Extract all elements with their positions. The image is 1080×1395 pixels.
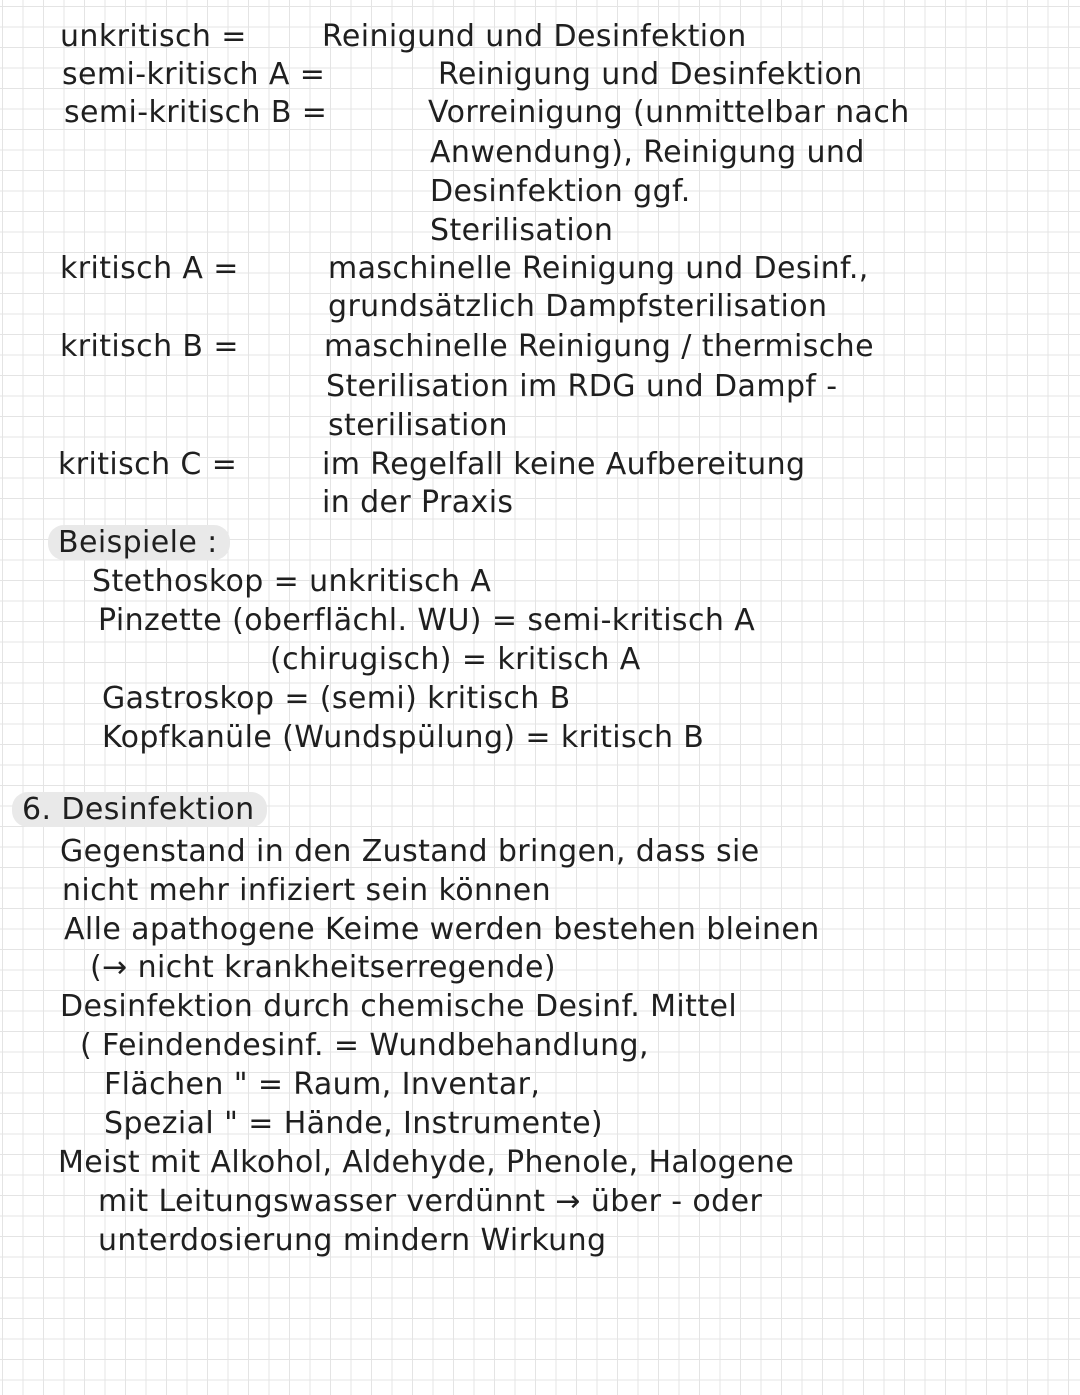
section-6-line-10: mit Leitungswasser verdünnt → über - oder xyxy=(98,1184,763,1219)
section-6-line-1: Gegenstand in den Zustand bringen, dass sie xyxy=(60,834,760,869)
def-semi-kritisch-b-line-3: Desinfektion ggf. xyxy=(430,174,691,209)
term-kritisch-c: kritisch C = xyxy=(58,447,238,482)
examples-heading: Beispiele : xyxy=(48,524,230,562)
section-6-line-3: Alle apathogene Keime werden bestehen bleinen xyxy=(64,912,820,947)
term-unkritisch: unkritisch = xyxy=(60,19,247,54)
section-6-line-7: Flächen " = Raum, Inventar, xyxy=(104,1067,541,1102)
def-kritisch-c-line-1: im Regelfall keine Aufbereitung xyxy=(322,447,806,482)
section-6-line-6: ( Feindendesinf. = Wundbehandlung, xyxy=(80,1028,649,1063)
def-kritisch-b-line-2: Sterilisation im RDG und Dampf - xyxy=(326,369,838,404)
example-line-5: Kopfkanüle (Wundspülung) = kritisch B xyxy=(102,720,705,755)
section-6-line-4: (→ nicht krankheitserregende) xyxy=(90,950,556,985)
def-kritisch-a-line-1: maschinelle Reinigung und Desinf., xyxy=(328,251,869,286)
def-kritisch-b-line-1: maschinelle Reinigung / thermische xyxy=(324,329,874,364)
section-6-line-11: unterdosierung mindern Wirkung xyxy=(98,1223,607,1258)
section-6-heading: 6. Desinfektion xyxy=(12,791,267,829)
def-unkritisch: Reinigund und Desinfektion xyxy=(322,19,747,54)
term-kritisch-a: kritisch A = xyxy=(60,251,239,286)
term-semi-kritisch-a: semi-kritisch A = xyxy=(62,57,326,92)
term-semi-kritisch-b: semi-kritisch B = xyxy=(64,95,328,130)
section-6-line-2: nicht mehr infiziert sein können xyxy=(62,873,552,908)
def-kritisch-b-line-3: sterilisation xyxy=(328,408,508,443)
def-semi-kritisch-b-line-2: Anwendung), Reinigung und xyxy=(430,135,865,170)
example-line-2: Pinzette (oberflächl. WU) = semi-kritisch A xyxy=(98,603,756,638)
def-kritisch-a-line-2: grundsätzlich Dampfsterilisation xyxy=(328,289,828,324)
example-line-3: (chirugisch) = kritisch A xyxy=(270,642,641,677)
section-6-line-8: Spezial " = Hände, Instrumente) xyxy=(104,1106,604,1141)
def-semi-kritisch-b-line-4: Sterilisation xyxy=(430,213,614,248)
section-6-line-5: Desinfektion durch chemische Desinf. Mittel xyxy=(60,989,738,1024)
example-line-4: Gastroskop = (semi) kritisch B xyxy=(102,681,571,716)
def-semi-kritisch-a: Reinigung und Desinfektion xyxy=(438,57,863,92)
def-kritisch-c-line-2: in der Praxis xyxy=(322,485,514,520)
section-6-line-9: Meist mit Alkohol, Aldehyde, Phenole, Halogene xyxy=(58,1145,795,1180)
example-line-1: Stethoskop = unkritisch A xyxy=(92,564,492,599)
term-kritisch-b: kritisch B = xyxy=(60,329,239,364)
def-semi-kritisch-b-line-1: Vorreinigung (unmittelbar nach xyxy=(428,95,910,130)
